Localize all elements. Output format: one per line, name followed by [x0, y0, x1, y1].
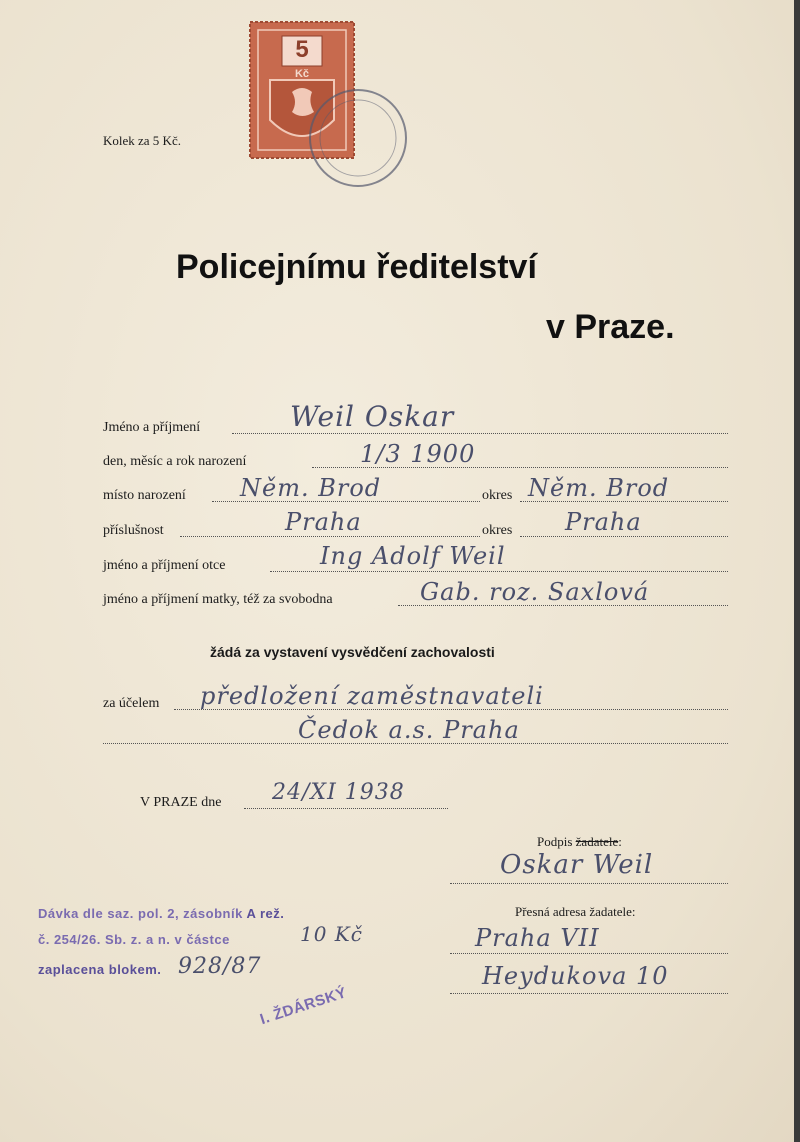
- official-stamp: I. ŽDÁRSKÝ: [258, 984, 349, 1029]
- fee-stamp-line-2: [38, 932, 230, 947]
- birthplace-district-label: okres: [482, 488, 513, 503]
- purpose-label: za účelem: [103, 696, 160, 711]
- belonging-district-dotted-line: [520, 536, 728, 537]
- belonging-value: Praha: [285, 508, 362, 536]
- address-line-1: Praha VII: [475, 924, 600, 952]
- belonging-district-value: Praha: [565, 508, 642, 536]
- birthdate-label: den, měsíc a rok narození: [103, 454, 247, 469]
- title-line-2: v Praze.: [546, 308, 675, 346]
- revenue-stamp-value: 5: [295, 36, 309, 63]
- fee-stamp-line-2-text: č. 254/26. Sb. z. a n. v částce: [38, 932, 230, 947]
- cancellation-postmark: [300, 80, 410, 205]
- address-dotted-line-2: [450, 993, 728, 994]
- purpose-value-line-1: předložení zaměstnavateli: [200, 682, 544, 710]
- mother-label: jméno a příjmení matky, též za svobodna: [103, 592, 333, 607]
- purpose-value-line-2: Čedok a.s. Praha: [298, 716, 520, 744]
- fee-stamp-block-number: 928/87: [178, 954, 262, 979]
- birthdate-value: 1/3 1900: [360, 440, 476, 468]
- scan-edge: [794, 0, 800, 1142]
- signature-label-colon: :: [618, 834, 622, 849]
- name-value: Weil Oskar: [290, 400, 455, 433]
- father-label: jméno a příjmení otce: [103, 558, 226, 573]
- title-line-1: Policejnímu ředitelství: [176, 248, 537, 286]
- date-label-dne: dne: [201, 795, 222, 810]
- belonging-district-label: okres: [482, 523, 513, 538]
- date-label: [140, 795, 221, 811]
- revenue-stamp-currency: Kč: [294, 68, 310, 80]
- request-text: žádá za vystavení vysvědčení zachovalosti: [210, 644, 495, 660]
- birthplace-value: Něm. Brod: [240, 474, 382, 502]
- fee-stamp-line-1-tail: A rež.: [246, 906, 285, 921]
- belonging-label: příslušnost: [103, 523, 164, 538]
- address-label: Přesná adresa žadatele:: [515, 904, 636, 919]
- name-dotted-line: [232, 433, 728, 434]
- name-label: Jméno a příjmení: [103, 420, 201, 435]
- date-value: 24/XI 1938: [272, 780, 405, 805]
- date-label-city: V PRAZE: [140, 795, 198, 810]
- fee-stamp-line-1-text: Dávka dle saz. pol. 2, zásobník: [38, 906, 243, 921]
- belonging-dotted-line: [180, 536, 480, 537]
- signature-label: [537, 834, 622, 850]
- stamp-caption: Kolek za 5 Kč.: [103, 133, 181, 148]
- signature-dotted-line: [450, 883, 728, 884]
- signature-label-struck: žadatele: [575, 834, 619, 849]
- birthplace-district-value: Něm. Brod: [528, 474, 670, 502]
- father-value: Ing Adolf Weil: [320, 542, 506, 570]
- fee-stamp-line-3: zaplacena blokem.: [38, 962, 162, 977]
- fee-stamp-amount: 10 Kč: [300, 922, 363, 946]
- mother-value: Gab. roz. Saxlová: [420, 578, 650, 606]
- address-line-2: Heydukova 10: [482, 962, 669, 990]
- fee-stamp-line-1: [38, 906, 284, 921]
- birthplace-label: místo narození: [103, 488, 186, 503]
- address-dotted-line-1: [450, 953, 728, 954]
- father-dotted-line: [270, 571, 728, 572]
- signature-label-text: Podpis: [537, 834, 573, 849]
- date-dotted-line: [244, 808, 448, 809]
- signature-value: Oskar Weil: [500, 850, 654, 880]
